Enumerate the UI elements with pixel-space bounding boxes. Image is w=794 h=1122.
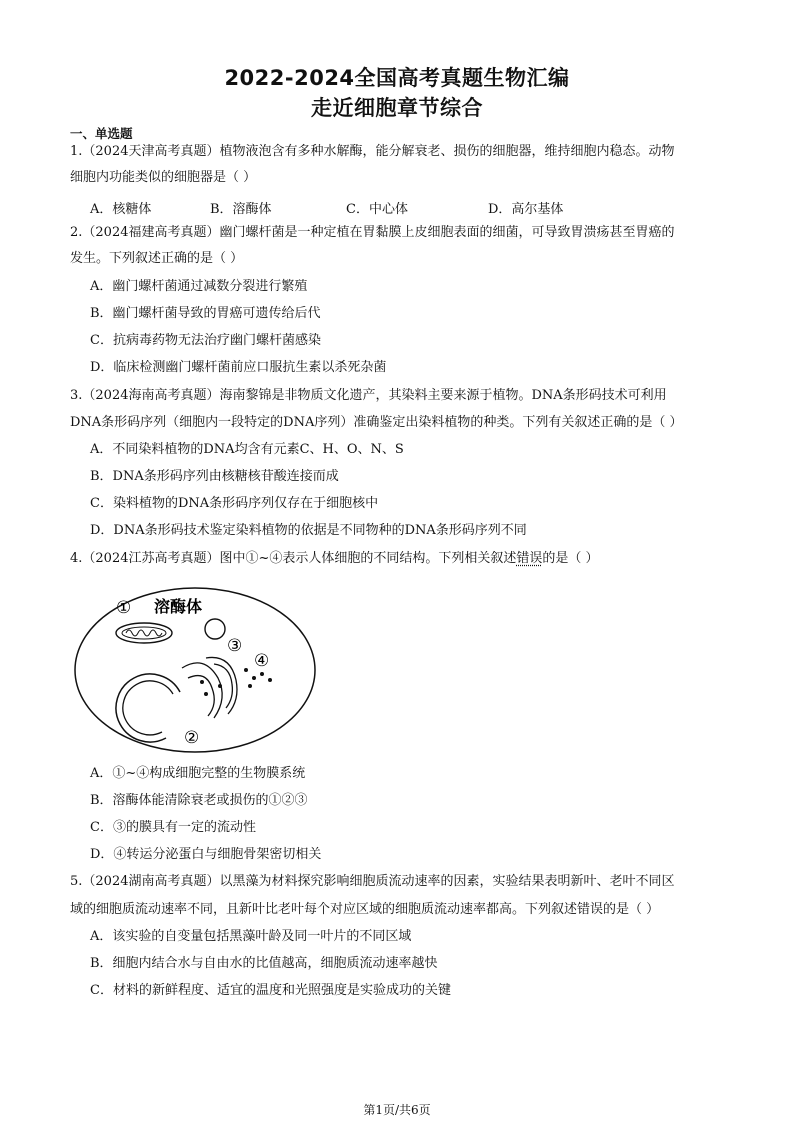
q1-option-d: D．高尔基体 — [488, 202, 564, 217]
q2-option-b: B．幽门螺杆菌导致的胃癌可遗传给后代 — [90, 306, 321, 321]
q4-option-a: A．①~④构成细胞完整的生物膜系统 — [90, 766, 306, 781]
q4-stem-line1 — [70, 551, 599, 567]
page-subtitle: 走近细胞章节综合 — [311, 96, 483, 120]
q1-option-a: A．核糖体 — [90, 202, 152, 217]
q3-option-d: D．DNA条形码技术鉴定染料植物的依据是不同物种的DNA条形码序列不同 — [90, 523, 527, 538]
label-2: ② — [184, 728, 200, 748]
q3-stem-line2: DNA条形码序列（细胞内一段特定的DNA序列）准确鉴定出染料植物的种类。下列有关叙述正确的是（ ） — [70, 415, 683, 430]
q2-stem-line2: 发生。下列叙述正确的是（ ） — [70, 251, 244, 266]
q4-option-d: D．④转运分泌蛋白与细胞骨架密切相关 — [90, 847, 322, 862]
page-footer: 第1页/共6页 — [363, 1103, 431, 1117]
q5-stem-line2: 域的细胞质流动速率不同，且新叶比老叶每个对应区域的细胞质流动速率都高。下列叙述错误的是（ ） — [70, 902, 660, 917]
section-heading: 一、单选题 — [70, 126, 133, 141]
nuclear-envelope-shape — [116, 674, 180, 742]
q1-stem-line1: 1.（2024天津高考真题）植物液泡含有多种水解酶，能分解衰老、损伤的细胞器，维持细胞内稳态。动物 — [70, 144, 675, 159]
q1-stem-line2: 细胞内功能类似的细胞器是（ ） — [70, 170, 257, 185]
golgi-shape — [182, 657, 237, 718]
q1-option-b: B．溶酶体 — [210, 202, 272, 217]
q4-stem-emphasis: 错误 — [516, 551, 543, 566]
page-title: 2022-2024全国高考真题生物汇编 — [224, 66, 570, 90]
q5-option-b: B．细胞内结合水与自由水的比值越高，细胞质流动速率越快 — [90, 956, 438, 971]
q4-stem-part1: 4.（2024江苏高考真题）图中①~④表示人体细胞的不同结构。下列相关叙述 — [70, 551, 517, 566]
q2-stem-line1: 2.（2024福建高考真题）幽门螺杆菌是一种定植在胃黏膜上皮细胞表面的细菌，可导致胃溃疡甚至胃癌的 — [70, 225, 675, 240]
q5-option-c: C．材料的新鲜程度、适宜的温度和光照强度是实验成功的关键 — [90, 983, 451, 998]
q2-option-d: D．临床检测幽门螺杆菌前应口服抗生素以杀死杂菌 — [90, 360, 387, 375]
q4-stem-part3: 的是（ ） — [542, 551, 599, 566]
q5-option-a: A．该实验的自变量包括黑藻叶龄及同一叶片的不同区域 — [90, 929, 412, 944]
lysosome-shape — [205, 619, 225, 639]
q3-option-a: A．不同染料植物的DNA均含有元素C、H、O、N、S — [90, 442, 404, 457]
cell-diagram — [70, 582, 324, 758]
label-3: ③ — [227, 636, 243, 656]
q4-option-b: B．溶酶体能清除衰老或损伤的①②③ — [90, 793, 308, 808]
q1-option-c: C．中心体 — [346, 202, 408, 217]
label-1: ① — [116, 598, 132, 618]
q3-option-c: C．染料植物的DNA条形码序列仅存在于细胞核中 — [90, 496, 379, 511]
q3-option-b: B．DNA条形码序列由核糖核苷酸连接而成 — [90, 469, 339, 484]
q2-option-c: C．抗病毒药物无法治疗幽门螺杆菌感染 — [90, 333, 321, 348]
label-4: ④ — [254, 651, 270, 671]
q5-stem-line1: 5.（2024湖南高考真题）以黑藻为材料探究影响细胞质流动速率的因素，实验结果表明新叶、老叶不同区 — [70, 874, 675, 889]
label-lysosome: 溶酶体 — [154, 597, 203, 616]
mitochondrion-shape — [116, 623, 172, 643]
q4-option-c: C．③的膜具有一定的流动性 — [90, 820, 256, 835]
q2-option-a: A．幽门螺杆菌通过减数分裂进行繁殖 — [90, 279, 308, 294]
q3-stem-line1: 3.（2024海南高考真题）海南黎锦是非物质文化遗产，其染料主要来源于植物。DNA条形码技术可利用 — [70, 388, 667, 403]
